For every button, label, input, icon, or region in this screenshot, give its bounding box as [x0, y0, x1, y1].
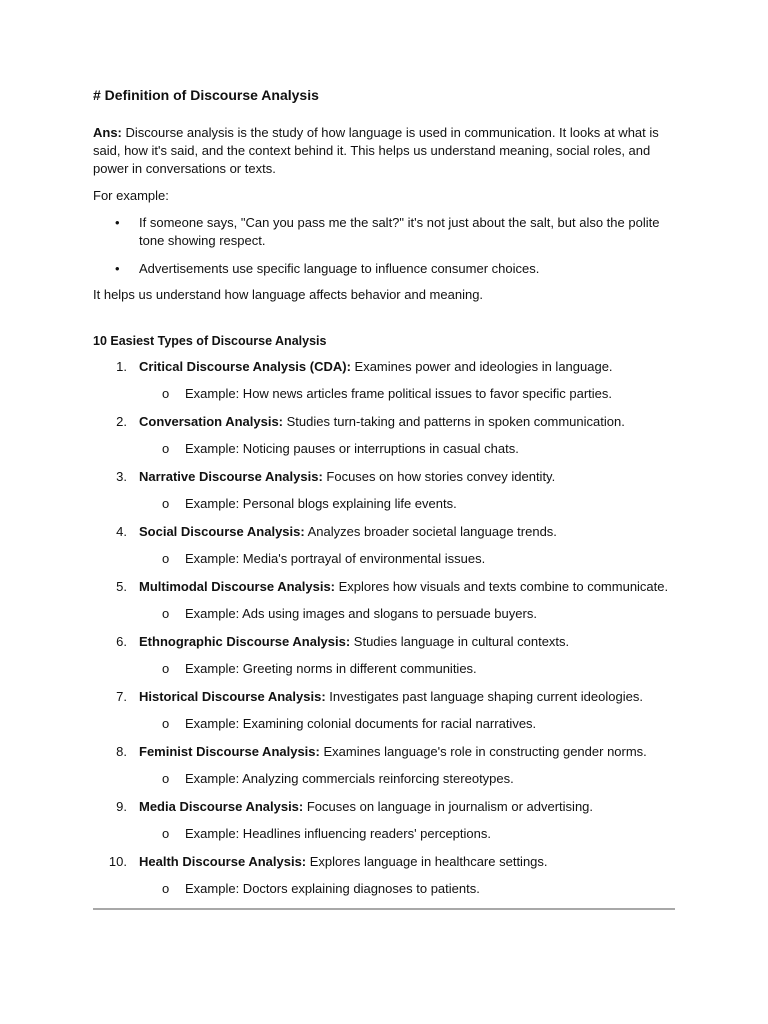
- bullet-icon: •: [115, 215, 120, 230]
- types-numbered-list: [93, 358, 675, 908]
- sub-bullet-icon: o: [162, 386, 170, 401]
- type-name: Social Discourse Analysis:: [139, 524, 305, 539]
- list-number: 2.: [116, 414, 127, 429]
- list-item: [93, 413, 675, 468]
- type-desc: Explores how visuals and texts combine to communicate.: [335, 579, 669, 594]
- example-text: Example: Doctors explaining diagnoses to patients.: [185, 881, 480, 896]
- list-item: [93, 358, 675, 413]
- bullet-text: Advertisements use specific language to influence consumer choices.: [139, 261, 540, 276]
- type-description: [139, 578, 668, 596]
- list-number: 5.: [116, 579, 127, 594]
- type-description: [139, 413, 625, 431]
- answer-paragraph: [93, 124, 668, 178]
- sub-bullet-icon: o: [162, 771, 170, 786]
- example-text: Example: Analyzing commercials reinforcing stereotypes.: [185, 771, 514, 786]
- type-description: [139, 688, 643, 706]
- list-number: 4.: [116, 524, 127, 539]
- type-desc: Examines language's role in constructing gender norms.: [319, 744, 647, 759]
- type-name: Health Discourse Analysis:: [139, 854, 307, 869]
- type-description: [139, 743, 647, 761]
- list-item: [93, 853, 675, 908]
- list-number: 7.: [116, 689, 127, 704]
- sub-bullet-icon: o: [162, 441, 170, 456]
- type-description: [139, 523, 557, 541]
- bullet-icon: •: [115, 261, 120, 276]
- type-desc: Analyzes broader societal language trends.: [304, 524, 557, 539]
- for-example-label: For example:: [93, 188, 169, 203]
- type-description: [139, 358, 613, 376]
- type-description: [139, 853, 548, 871]
- example-text: Example: Media's portrayal of environmental issues.: [185, 551, 486, 566]
- sub-bullet-icon: o: [162, 716, 170, 731]
- list-item: [93, 633, 675, 688]
- example-text: Example: Personal blogs explaining life events.: [185, 496, 457, 511]
- list-item: [93, 468, 675, 523]
- list-number: 3.: [116, 469, 127, 484]
- type-desc: Examines power and ideologies in language.: [350, 359, 613, 374]
- example-text: Example: Examining colonial documents for racial narratives.: [185, 716, 537, 731]
- answer-text: Discourse analysis is the study of how language is used in communication. It looks at what is said, how it's said, and the context behind it. This helps us understand meaning, social roles, and power in conversations or texts.: [93, 125, 659, 176]
- type-desc: Investigates past language shaping current ideologies.: [325, 689, 643, 704]
- list-item: [93, 260, 675, 278]
- page-title: # Definition of Discourse Analysis: [93, 87, 319, 103]
- list-item: [93, 523, 675, 578]
- sub-bullet-icon: o: [162, 606, 170, 621]
- type-desc: Explores language in healthcare settings.: [306, 854, 548, 869]
- example-text: Example: Ads using images and slogans to persuade buyers.: [185, 606, 537, 621]
- type-name: Historical Discourse Analysis:: [139, 689, 326, 704]
- list-item: [93, 214, 675, 250]
- section-heading: 10 Easiest Types of Discourse Analysis: [93, 334, 327, 348]
- bullet-text: If someone says, "Can you pass me the salt?" it's not just about the salt, but also the polite tone showing respect.: [139, 215, 660, 248]
- list-number: 1.: [116, 359, 127, 374]
- type-name: Media Discourse Analysis:: [139, 799, 304, 814]
- list-item: [93, 798, 675, 853]
- type-desc: Studies language in cultural contexts.: [350, 634, 570, 649]
- sub-bullet-icon: o: [162, 826, 170, 841]
- type-desc: Studies turn-taking and patterns in spoken communication.: [283, 414, 625, 429]
- type-desc: Focuses on language in journalism or advertising.: [303, 799, 594, 814]
- example-text: Example: Noticing pauses or interruptions in casual chats.: [185, 441, 519, 456]
- type-description: [139, 633, 569, 651]
- list-item: [93, 578, 675, 633]
- type-name: Feminist Discourse Analysis:: [139, 744, 320, 759]
- type-name: Critical Discourse Analysis (CDA):: [139, 359, 351, 374]
- list-number: 6.: [116, 634, 127, 649]
- example-text: Example: Headlines influencing readers' perceptions.: [185, 826, 491, 841]
- horizontal-rule: [93, 908, 675, 910]
- sub-bullet-icon: o: [162, 496, 170, 511]
- type-name: Multimodal Discourse Analysis:: [139, 579, 336, 594]
- list-number: 10.: [108, 854, 127, 869]
- list-item: [93, 743, 675, 798]
- list-number: 9.: [116, 799, 127, 814]
- summary-paragraph: It helps us understand how language affects behavior and meaning.: [93, 287, 484, 302]
- example-text: Example: How news articles frame political issues to favor specific parties.: [185, 386, 612, 401]
- list-number: 8.: [116, 744, 127, 759]
- type-description: [139, 468, 555, 486]
- type-name: Conversation Analysis:: [139, 414, 284, 429]
- sub-bullet-icon: o: [162, 551, 170, 566]
- example-text: Example: Greeting norms in different communities.: [185, 661, 477, 676]
- sub-bullet-icon: o: [162, 661, 170, 676]
- type-name: Ethnographic Discourse Analysis:: [139, 634, 351, 649]
- example-bullet-list: [93, 214, 675, 288]
- type-desc: Focuses on how stories convey identity.: [322, 469, 556, 484]
- list-item: [93, 688, 675, 743]
- sub-bullet-icon: o: [162, 881, 170, 896]
- type-description: [139, 798, 593, 816]
- answer-label: Ans:: [93, 125, 122, 140]
- type-name: Narrative Discourse Analysis:: [139, 469, 323, 484]
